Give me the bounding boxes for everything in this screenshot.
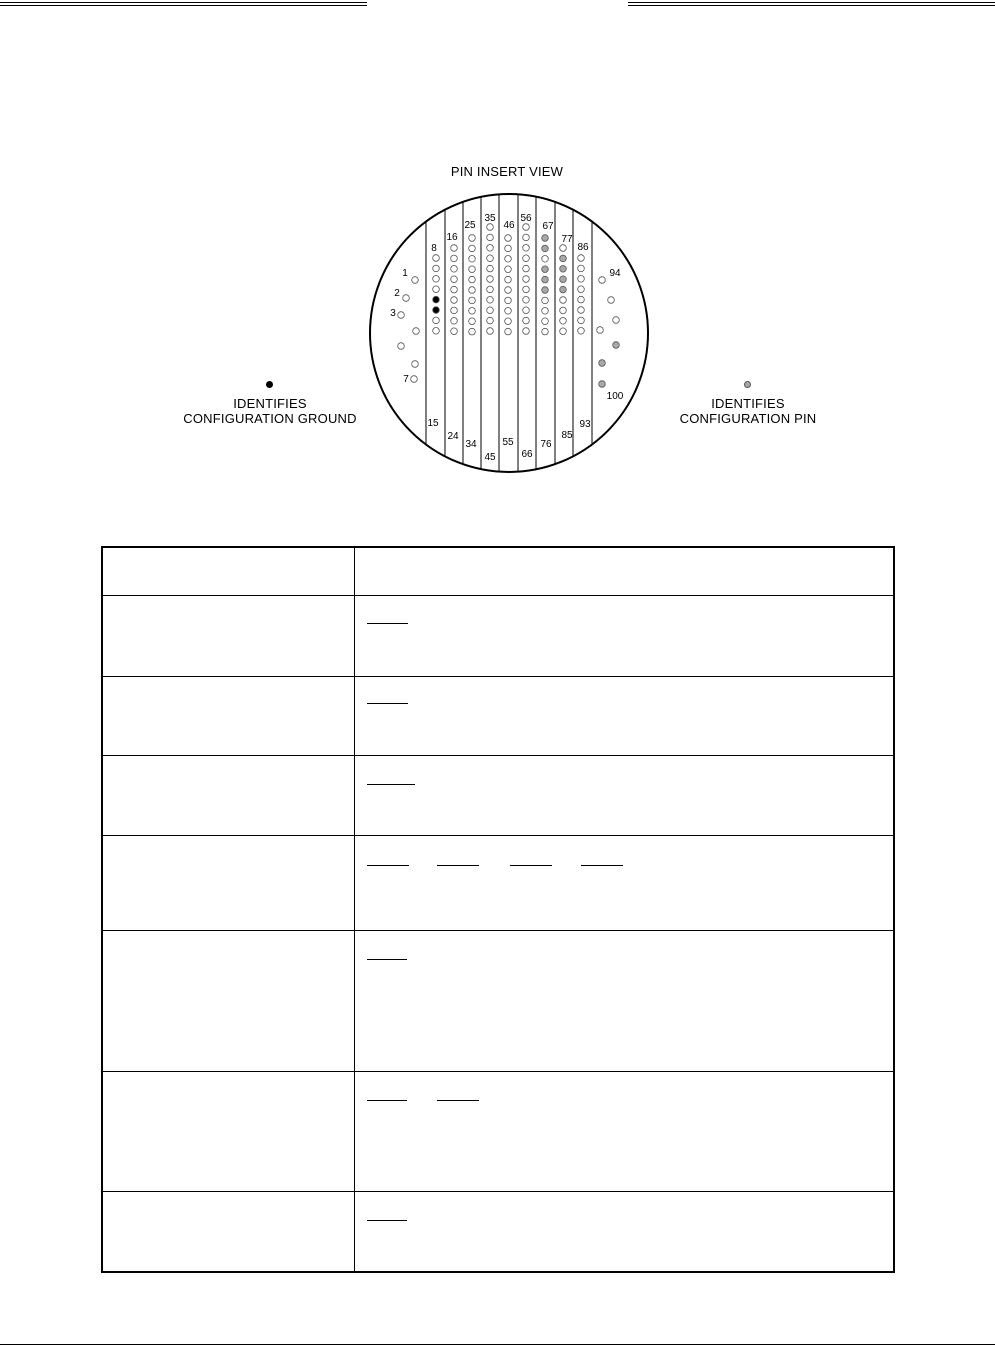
config-pin-contact xyxy=(542,235,549,242)
pin-number-label: 25 xyxy=(464,220,476,231)
row-label-cell xyxy=(102,1071,354,1191)
row-value-cell xyxy=(354,930,894,1071)
config-pin-legend-icon xyxy=(744,381,751,388)
pin-contact xyxy=(560,245,567,252)
footer-rule xyxy=(0,1344,995,1345)
pin-contact xyxy=(505,266,512,273)
pin-contact xyxy=(578,286,585,293)
pin-contact xyxy=(560,297,567,304)
pin-contact xyxy=(523,265,530,272)
pin-contact xyxy=(505,245,512,252)
row-value-cell xyxy=(354,1191,894,1272)
pin-contact xyxy=(433,265,440,272)
pin-contact xyxy=(505,308,512,315)
pin-contact xyxy=(599,277,606,284)
pin-contact xyxy=(469,266,476,273)
blank-underline xyxy=(581,865,623,866)
pin-number-label: 100 xyxy=(606,391,624,402)
ground-legend-label: IDENTIFIES CONFIGURATION GROUND xyxy=(183,396,357,426)
blank-underline xyxy=(437,865,479,866)
row-label-cell xyxy=(102,930,354,1071)
pin-contact xyxy=(451,286,458,293)
pin-contact xyxy=(578,265,585,272)
row-label-cell xyxy=(102,835,354,930)
pin-contact xyxy=(560,318,567,325)
pin-number-label: 35 xyxy=(484,213,496,224)
table-row xyxy=(102,930,894,1071)
pin-contact xyxy=(523,297,530,304)
row-value-cell xyxy=(354,676,894,755)
row-value-cell xyxy=(354,755,894,835)
config-pin-contact xyxy=(560,255,567,262)
pin-contact xyxy=(451,266,458,273)
pin-contact xyxy=(597,327,604,334)
pin-contact xyxy=(505,318,512,325)
table-header-row xyxy=(102,547,894,595)
pin-number-label: 86 xyxy=(577,242,589,253)
pin-contact xyxy=(578,255,585,262)
pin-contact xyxy=(523,234,530,241)
pin-contact xyxy=(542,297,549,304)
pin-contact xyxy=(469,297,476,304)
pin-contact xyxy=(505,297,512,304)
pin-contact xyxy=(578,328,585,335)
config-pin-contact xyxy=(542,276,549,283)
config-pin-contact xyxy=(542,287,549,294)
pin-contact xyxy=(469,245,476,252)
row-label-cell xyxy=(102,676,354,755)
pin-number-label: 34 xyxy=(465,439,477,450)
pin-number-label: 3 xyxy=(390,308,396,319)
pin-assignment-table xyxy=(101,546,895,1273)
pin-number-label: 93 xyxy=(579,419,591,430)
pin-contact xyxy=(560,307,567,314)
table-row xyxy=(102,1071,894,1191)
pin-number-label: 66 xyxy=(521,449,533,460)
pin-contact xyxy=(505,255,512,262)
blank-underline xyxy=(367,959,407,960)
pin-contact xyxy=(487,276,494,283)
table-header-cell xyxy=(102,547,354,595)
pin-contact xyxy=(398,312,405,319)
blank-underline xyxy=(367,623,408,624)
blank-underline xyxy=(510,865,552,866)
pin-contact xyxy=(505,276,512,283)
pin-contact xyxy=(487,328,494,335)
pin-number-label: 2 xyxy=(394,288,400,299)
pin-number-label: 76 xyxy=(540,439,552,450)
pin-contact xyxy=(487,307,494,314)
row-label-cell xyxy=(102,595,354,676)
pin-contact xyxy=(505,328,512,335)
pin-contact xyxy=(433,328,440,335)
pin-contact xyxy=(433,255,440,262)
pin-contact xyxy=(487,245,494,252)
pin-contact xyxy=(469,255,476,262)
pin-contact xyxy=(487,297,494,304)
pin-contact xyxy=(523,317,530,324)
config-legend-label: IDENTIFIES CONFIGURATION PIN xyxy=(679,396,817,426)
pin-contact xyxy=(523,286,530,293)
connector-diagram xyxy=(0,0,995,540)
row-label-cell xyxy=(102,1191,354,1272)
pin-number-label: 55 xyxy=(502,437,514,448)
pin-contact xyxy=(451,245,458,252)
ground-pin-contact xyxy=(433,307,440,314)
pin-number-label: 24 xyxy=(447,431,459,442)
pin-contact xyxy=(578,296,585,303)
pin-number-label: 85 xyxy=(561,430,573,441)
blank-underline xyxy=(367,1100,407,1101)
pin-contact xyxy=(523,245,530,252)
pin-contact xyxy=(487,265,494,272)
config-pin-contact xyxy=(599,381,606,388)
row-value-cell xyxy=(354,835,894,930)
pin-contact xyxy=(403,295,410,302)
ground-pin-legend-icon xyxy=(266,381,273,388)
pin-contact xyxy=(433,286,440,293)
pin-contact xyxy=(523,307,530,314)
config-pin-contact xyxy=(542,245,549,252)
pin-contact xyxy=(398,343,405,350)
pin-number-label: 67 xyxy=(542,221,554,232)
pin-contact xyxy=(469,308,476,315)
config-pin-contact xyxy=(560,266,567,273)
pin-number-label: 1 xyxy=(402,268,408,279)
pin-contact xyxy=(578,317,585,324)
row-value-cell xyxy=(354,595,894,676)
pin-contact xyxy=(469,287,476,294)
blank-underline xyxy=(367,703,408,704)
pin-contact xyxy=(433,317,440,324)
pin-number-label: 45 xyxy=(484,452,496,463)
pin-contact xyxy=(487,286,494,293)
pin-contact xyxy=(613,317,620,324)
pin-contact xyxy=(451,297,458,304)
pin-contact xyxy=(433,276,440,283)
pin-contact xyxy=(523,224,530,231)
table-row xyxy=(102,835,894,930)
table-row xyxy=(102,676,894,755)
pin-contact xyxy=(411,376,418,383)
pin-contact xyxy=(451,307,458,314)
pin-number-label: 56 xyxy=(520,213,532,224)
pin-contact xyxy=(451,328,458,335)
pin-contact xyxy=(469,235,476,242)
table-row xyxy=(102,595,894,676)
diagram-title: PIN INSERT VIEW xyxy=(450,164,564,179)
pin-contact xyxy=(451,276,458,283)
pin-contact xyxy=(469,328,476,335)
pin-contact xyxy=(487,234,494,241)
pin-contact xyxy=(523,276,530,283)
config-pin-contact xyxy=(560,286,567,293)
blank-underline xyxy=(367,784,415,785)
table-header-cell xyxy=(354,547,894,595)
pin-number-label: 8 xyxy=(431,243,437,254)
pin-contact xyxy=(505,235,512,242)
pin-contact xyxy=(560,328,567,335)
pin-contact xyxy=(487,224,494,231)
pin-contact xyxy=(451,255,458,262)
pin-contact xyxy=(608,297,615,304)
config-pin-contact xyxy=(542,266,549,273)
pin-contact xyxy=(451,318,458,325)
blank-underline xyxy=(367,1220,407,1221)
pin-number-label: 15 xyxy=(427,418,439,429)
row-label-cell xyxy=(102,755,354,835)
pin-number-label: 16 xyxy=(446,232,458,243)
pin-contact xyxy=(487,255,494,262)
config-pin-contact xyxy=(560,276,567,283)
table-row xyxy=(102,755,894,835)
pin-contact xyxy=(578,276,585,283)
pin-contact xyxy=(505,287,512,294)
pin-contact xyxy=(412,361,419,368)
table-row xyxy=(102,1191,894,1272)
config-pin-contact xyxy=(613,342,620,349)
row-value-cell xyxy=(354,1071,894,1191)
ground-pin-contact xyxy=(433,296,440,303)
blank-underline xyxy=(367,865,409,866)
pin-contact xyxy=(469,318,476,325)
pin-contact xyxy=(542,328,549,335)
config-pin-contact xyxy=(599,360,606,367)
pin-contact xyxy=(469,276,476,283)
pin-number-label: 46 xyxy=(503,220,515,231)
pin-number-label: 94 xyxy=(609,268,621,279)
pin-contact xyxy=(523,328,530,335)
pin-contact xyxy=(487,317,494,324)
blank-underline xyxy=(437,1100,479,1101)
pin-contact xyxy=(523,255,530,262)
pin-number-label: 77 xyxy=(561,234,573,245)
pin-contact xyxy=(542,255,549,262)
pin-contact xyxy=(542,318,549,325)
pin-contact xyxy=(578,307,585,314)
pin-contact xyxy=(542,308,549,315)
pin-number-label: 7 xyxy=(403,374,409,385)
pin-contact xyxy=(413,328,420,335)
pin-contact xyxy=(412,277,419,284)
